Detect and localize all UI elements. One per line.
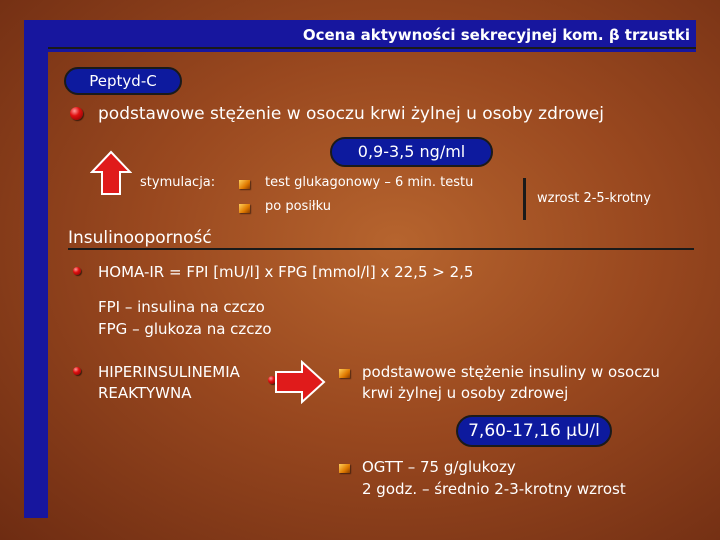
ogtt-line-1: OGTT – 75 g/glukozy [362, 458, 516, 476]
slide-title: Ocena aktywności sekrecyjnej kom. β trzustki [302, 26, 690, 44]
arrow-right-icon [274, 360, 326, 404]
fpg-definition: FPG – glukoza na czczo [98, 320, 272, 338]
bullet-square-icon [339, 464, 350, 473]
stimulation-test-2: po posiłku [265, 199, 331, 214]
peptyd-range-badge: 0,9-3,5 ng/ml [330, 137, 493, 167]
stimulation-label: stymulacja: [140, 175, 216, 190]
bullet-icon [73, 267, 81, 275]
vertical-divider [523, 178, 526, 220]
bullet-icon [73, 367, 81, 375]
insulin-range-badge: 7,60-17,16 µU/l [456, 415, 612, 447]
insulin-basal-line-2: krwi żylnej u osoby zdrowej [362, 384, 569, 402]
peptyd-basal-text: podstawowe stężenie w osoczu krwi żylnej u osoby zdrowej [98, 104, 604, 124]
insulin-heading: Insulinooporność [68, 228, 212, 248]
insulin-basal-line-1: podstawowe stężenie insuliny w osoczu [362, 363, 660, 381]
stimulation-test-1: test glukagonowy – 6 min. testu [265, 175, 474, 190]
bullet-square-icon [239, 180, 250, 189]
stimulation-result: wzrost 2-5-krotny [537, 191, 651, 206]
bullet-square-icon [239, 204, 250, 213]
hyperinsulinemia-line-1: HIPERINSULINEMIA [98, 363, 240, 381]
arrow-up-icon [90, 150, 132, 196]
hyperinsulinemia-line-2: REAKTYWNA [98, 384, 192, 402]
ogtt-line-2: 2 godz. – średnio 2-3-krotny wzrost [362, 480, 626, 498]
title-divider [48, 47, 696, 49]
section-divider [68, 248, 694, 250]
left-frame-bar [24, 20, 48, 518]
homa-formula: HOMA-IR = FPI [mU/l] x FPG [mmol/l] x 22,5 > 2,5 [98, 263, 474, 281]
bullet-icon [70, 107, 83, 120]
peptyd-c-label: Peptyd-C [64, 67, 182, 95]
bullet-square-icon [339, 369, 350, 378]
fpi-definition: FPI – insulina na czczo [98, 298, 265, 316]
